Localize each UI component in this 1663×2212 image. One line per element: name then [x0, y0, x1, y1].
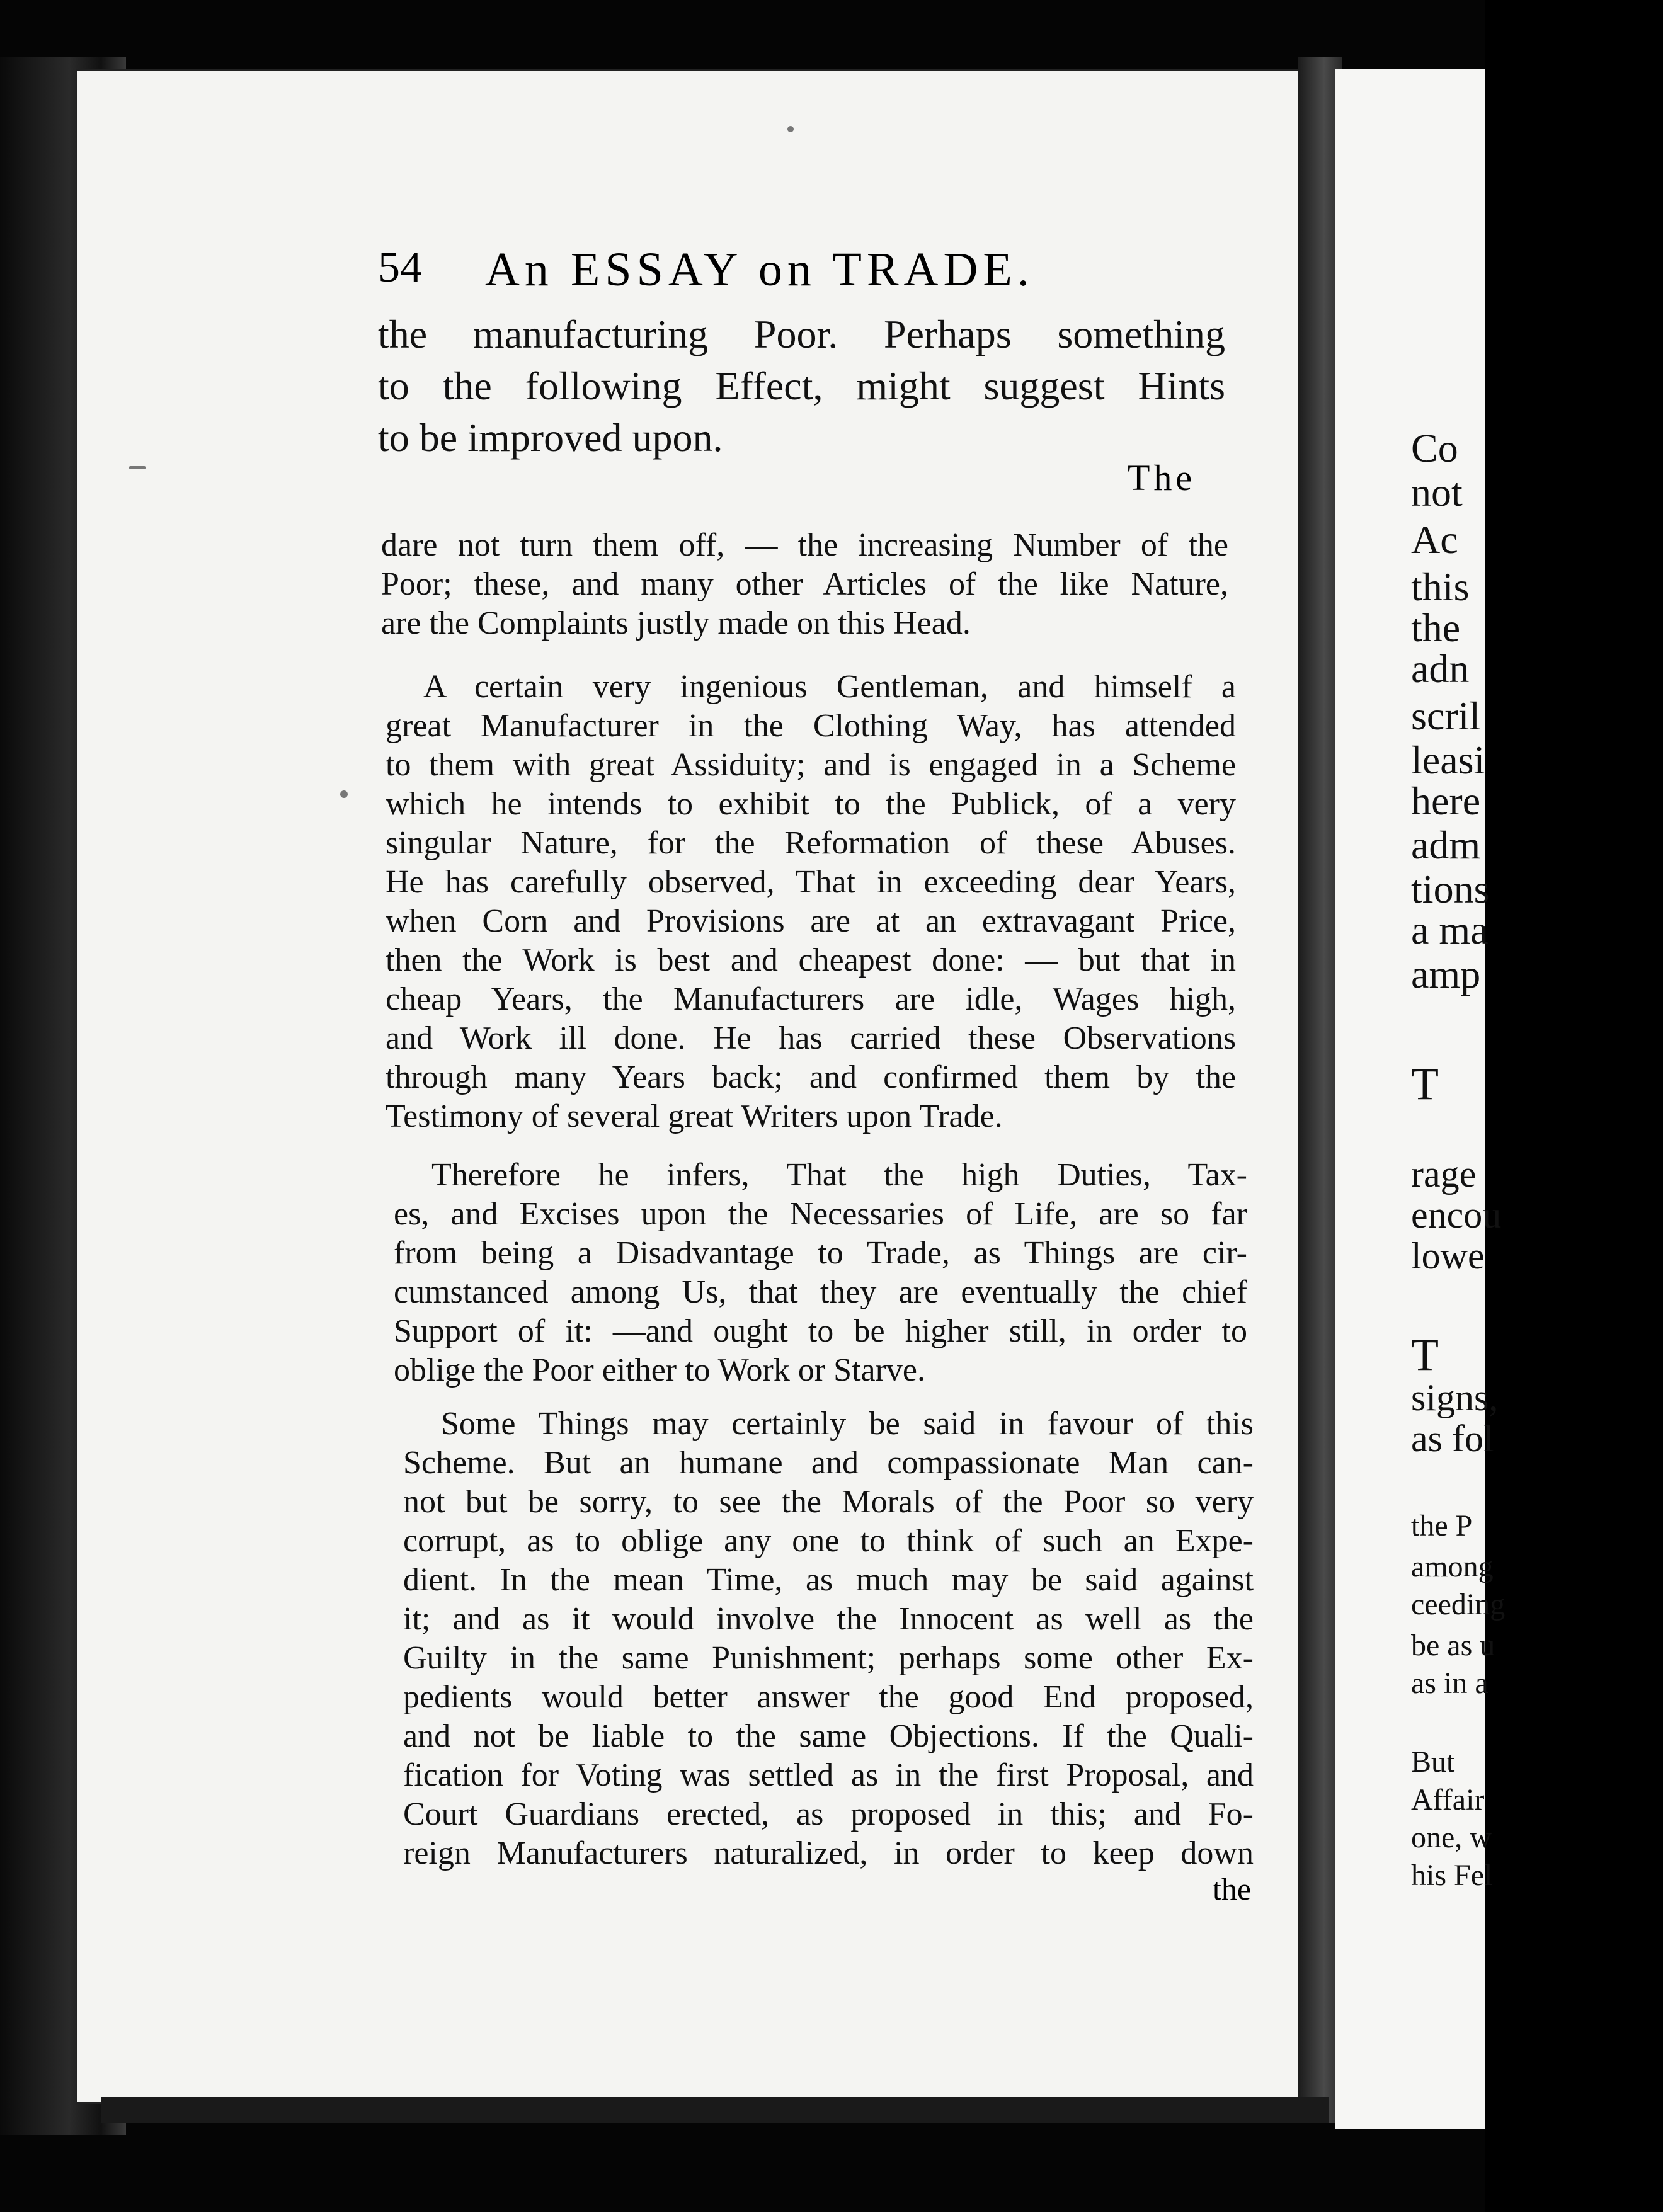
paper-spot	[787, 126, 794, 132]
text-line: Scheme. But an humane and compassionate Man can-	[403, 1445, 1254, 1481]
text-line: great Manufacturer in the Clothing Way, has attended	[386, 708, 1236, 744]
right-page-fragment: leasi	[1411, 738, 1485, 782]
paragraph	[403, 1405, 1254, 1873]
right-page-fragment: a ma	[1411, 908, 1489, 952]
right-page-fragment: adn	[1411, 646, 1470, 691]
right-page-fragment: scril	[1411, 693, 1481, 738]
page-bottom-edge	[101, 2097, 1329, 2123]
right-page-fragment: not	[1411, 470, 1463, 515]
text-line: through many Years back; and confirmed them by the	[386, 1059, 1236, 1095]
text-line: corrupt, as to oblige any one to think of such an Expe-	[403, 1523, 1254, 1559]
paragraph	[381, 526, 1228, 643]
text-line: Support of it: —and ought to be higher still, in order to	[394, 1313, 1247, 1349]
text-line: singular Nature, for the Reformation of these Abuses.	[386, 825, 1236, 861]
text-line: which he intends to exhibit to the Publick, of a very	[386, 786, 1236, 822]
text-line: A certain very ingenious Gentleman, and himself a	[423, 669, 1236, 705]
text-line: He has carefully observed, That in exceeding dear Years,	[386, 864, 1236, 900]
text-line: to the following Effect, might suggest Hints	[378, 363, 1225, 408]
right-page-fragment: ceeding	[1411, 1588, 1506, 1621]
right-page-fragment: T	[1411, 1059, 1439, 1109]
right-page-fragment: one, w	[1411, 1821, 1492, 1854]
text-line: dare not turn them off, — the increasing Number of the	[381, 527, 1228, 563]
text-line: Guilty in the same Punishment; perhaps some other Ex-	[403, 1640, 1254, 1676]
text-line: to be improved upon.	[378, 415, 723, 460]
text-line: Therefore he infers, That the high Duties, Tax-	[431, 1157, 1247, 1193]
right-page-fragment: Affair	[1411, 1783, 1485, 1816]
paper-spot	[340, 790, 348, 798]
text-line: Testimony of several great Writers upon Trade.	[386, 1098, 1003, 1134]
right-page-fragment: rage	[1411, 1153, 1477, 1195]
text-line: pedients would better answer the good End proposed,	[403, 1679, 1254, 1715]
text-line: cumstanced among Us, that they are eventually the chief	[394, 1274, 1247, 1310]
text-line: are the Complaints justly made on this Head.	[381, 605, 971, 641]
right-page-fragment: his Fel	[1411, 1859, 1493, 1892]
right-page-fragment: as fol	[1411, 1418, 1494, 1459]
right-page-fragment: encou	[1411, 1194, 1502, 1236]
text-line: Some Things may certainly be said in favour of this	[441, 1406, 1254, 1442]
running-title: An ESSAY on TRADE.	[485, 243, 1034, 296]
right-page-fragment: Ac	[1411, 517, 1458, 562]
text-line: from being a Disadvantage to Trade, as Things are cir-	[394, 1235, 1247, 1271]
text-line: dient. In the mean Time, as much may be said against	[403, 1562, 1254, 1598]
text-line: Poor; these, and many other Articles of the like Nature,	[381, 566, 1228, 602]
catchword-top: The	[1128, 457, 1196, 498]
text-line: when Corn and Provisions are at an extravagant Price,	[386, 903, 1236, 939]
text-line: the manufacturing Poor. Perhaps something	[378, 312, 1225, 356]
text-line: to them with great Assiduity; and is engaged in a Scheme	[386, 747, 1236, 783]
text-line: not but be sorry, to see the Morals of the Poor so very	[403, 1484, 1254, 1520]
right-page-fragment: as in a	[1411, 1667, 1489, 1700]
right-page-fragment: signs,	[1411, 1377, 1499, 1418]
text-line: and Work ill done. He has carried these Observations	[386, 1020, 1236, 1056]
text-line: then the Work is best and cheapest done: — but that in	[386, 942, 1236, 978]
right-page-fragment: T	[1411, 1330, 1439, 1380]
text-line: it; and as it would involve the Innocent as well as the	[403, 1601, 1254, 1637]
right-page-fragment: here	[1411, 778, 1481, 823]
right-page-fragment: the	[1411, 605, 1461, 650]
running-head	[378, 242, 1134, 299]
page-number: 54	[378, 243, 422, 292]
text-line: Court Guardians erected, as proposed in this; and Fo-	[403, 1796, 1254, 1832]
right-page-fragment: among	[1411, 1550, 1494, 1583]
text-line: es, and Excises upon the Necessaries of Life, are so far	[394, 1196, 1247, 1232]
right-page-fragment: the P	[1411, 1509, 1473, 1542]
right-page-fragment: be as u	[1411, 1629, 1495, 1662]
right-page-fragment: amp	[1411, 952, 1481, 996]
paragraph	[386, 668, 1236, 1136]
right-page-fragment: this	[1411, 564, 1470, 609]
paragraph	[394, 1156, 1247, 1390]
right-page-fragment: lowe	[1411, 1235, 1485, 1277]
paper-spot	[129, 466, 146, 469]
text-line: oblige the Poor either to Work or Starve.	[394, 1352, 926, 1388]
text-line: reign Manufacturers naturalized, in order to keep down	[403, 1835, 1254, 1871]
continuation-text	[378, 309, 1225, 464]
right-page-fragment: Co	[1411, 426, 1458, 470]
right-page-fragment: adm	[1411, 823, 1481, 867]
catchword-bottom: the	[1213, 1871, 1252, 1907]
right-page-fragment: But	[1411, 1745, 1455, 1779]
text-line: and not be liable to the same Objections. If the Quali-	[403, 1718, 1254, 1754]
text-line: fication for Voting was settled as in the first Proposal, and	[403, 1757, 1254, 1793]
text-line: cheap Years, the Manufacturers are idle, Wages high,	[386, 981, 1236, 1017]
right-page-fragment: tions	[1411, 867, 1490, 911]
